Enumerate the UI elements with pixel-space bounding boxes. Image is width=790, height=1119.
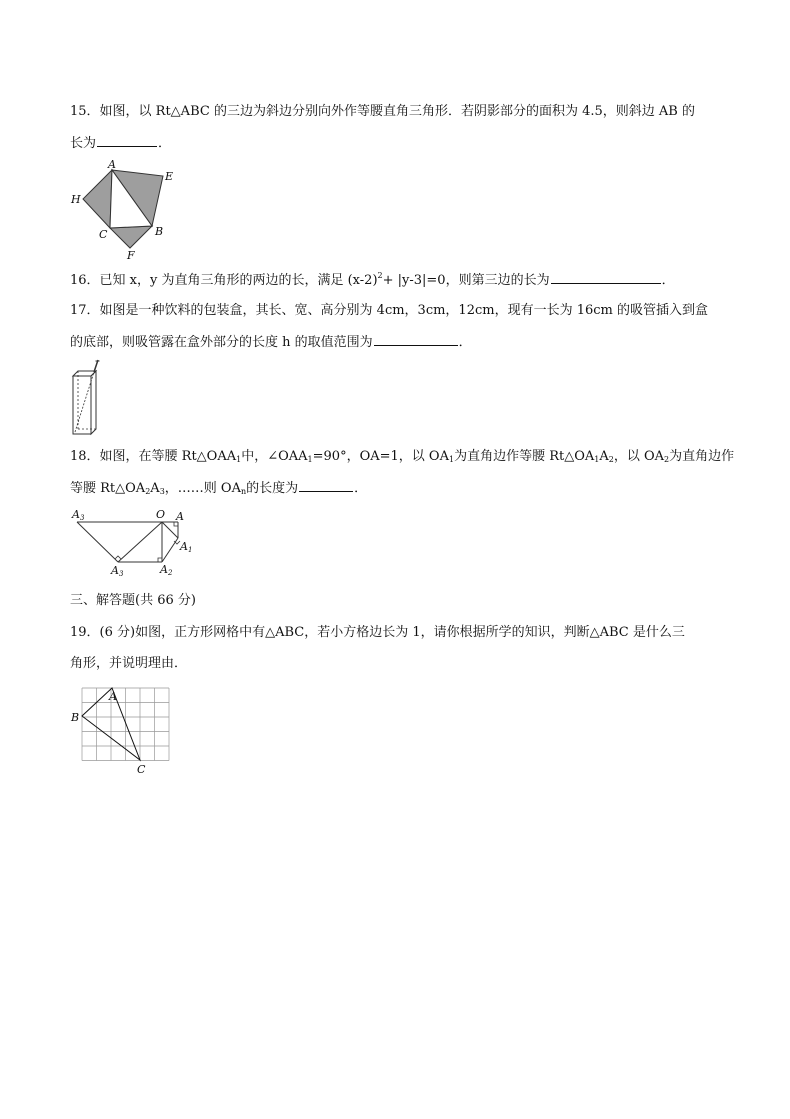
answer-blank-18[interactable] (299, 479, 353, 492)
q18-sub: 2 (608, 455, 614, 464)
shaded-triangle-h (83, 170, 112, 228)
q17-line2-pre: 的底部，则吸管露在盒外部分的长度 h 的取值范围为 (70, 335, 373, 350)
q18-t5: A (599, 449, 609, 464)
section-title: 三、解答题(共 66 分) (70, 593, 196, 608)
answer-blank-15[interactable] (97, 134, 157, 147)
q16-post: ． (661, 273, 675, 288)
q18-sub-n: n (240, 487, 247, 496)
q15-line1: 15．如图，以 Rt△ABC 的三边为斜边分别向外作等腰直角三角形．若阴影部分的面积为 4.5，则斜边 AB 的 (70, 104, 695, 119)
line-o-a1 (162, 522, 178, 538)
q19-line1: 19．(6 分)如图，正方形网格中有△ABC，若小方格边长为 1，请你根据所学的知识，判断△ABC 是什么三 (70, 625, 685, 640)
label-a1: A1 (180, 540, 193, 554)
label-h: H (71, 193, 81, 206)
answer-blank-17[interactable] (374, 333, 458, 346)
label-b: B (71, 711, 80, 724)
q18-t12: ． (354, 481, 368, 496)
right-angle-mark (158, 558, 162, 562)
q15-line2-pre: 长为 (70, 136, 97, 151)
label-f: F (127, 249, 135, 262)
line-o-a3 (118, 522, 162, 562)
q18-sub: 1 (307, 455, 313, 464)
q18-sub: 2 (145, 487, 151, 496)
q17-line2-post: ． (458, 335, 472, 350)
label-o: O (156, 508, 166, 521)
q18-t1: 18．如图，在等腰 Rt△OAA (70, 449, 237, 464)
q15-line2 (70, 134, 171, 153)
q19-line2: 角形，并说明理由． (70, 656, 188, 671)
q18-t4: 为直角边作等腰 Rt△OA (454, 449, 595, 464)
q17-box-figure (70, 358, 110, 438)
box-side (91, 371, 96, 434)
answer-blank-16[interactable] (551, 271, 661, 284)
q18-figure (70, 508, 200, 578)
right-angle-mark (115, 556, 121, 559)
q18-t10: ，……则 OA (164, 481, 241, 496)
q17-line2 (70, 333, 472, 352)
q15-figure (65, 158, 185, 262)
q18-t3: =90°，OA=1，以 OA (312, 449, 449, 464)
shaded-triangle-f (110, 226, 152, 248)
label-c: C (99, 228, 108, 241)
q18-t6: ，以 OA (613, 449, 665, 464)
q18-t7: 为直角边作 (669, 449, 735, 464)
label-a3-left: A3 (72, 508, 85, 522)
q16-pre: 16．已知 x，y 为直角三角形的两边的长，满足 (x-2) (70, 273, 378, 288)
label-a2: A2 (160, 563, 173, 577)
label-a: A (108, 158, 116, 171)
box-top (73, 371, 96, 376)
q18-line2 (70, 479, 367, 498)
line-a3-a3 (77, 522, 118, 562)
q19-grid-figure (66, 684, 186, 779)
q18-sub: 1 (594, 455, 600, 464)
q15-line2-post: ． (158, 136, 172, 151)
q18-t9: A (150, 481, 160, 496)
label-a: A (109, 690, 117, 703)
q18-t8: 等腰 Rt△OA (70, 481, 146, 496)
q18-sub: 1 (448, 455, 455, 464)
q18-t11: 的长度为 (246, 481, 299, 496)
label-b: B (155, 225, 164, 238)
q18-t2: 中，∠OAA (241, 449, 308, 464)
line-a1-a2 (162, 538, 178, 562)
box-front (73, 376, 91, 434)
q17-line1: 17．如图是一种饮料的包装盒，其长、宽、高分别为 4cm，3cm，12cm，现有一长为 16cm 的吸管插入到盒 (70, 303, 708, 318)
label-c: C (137, 763, 146, 776)
label-e: E (165, 170, 174, 183)
q18-line1 (70, 448, 734, 466)
q16-square: 2 (377, 271, 383, 280)
q18-sub: 1 (236, 455, 242, 464)
straw-outside (94, 360, 98, 372)
label-a3-bottom: A3 (111, 564, 124, 578)
q18-sub: 3 (159, 487, 165, 496)
q16-mid: + |y-3|=0，则第三边的长为 (382, 273, 550, 288)
label-a: A (176, 510, 184, 523)
q16-line (70, 271, 675, 290)
q18-sub: 2 (664, 455, 670, 464)
